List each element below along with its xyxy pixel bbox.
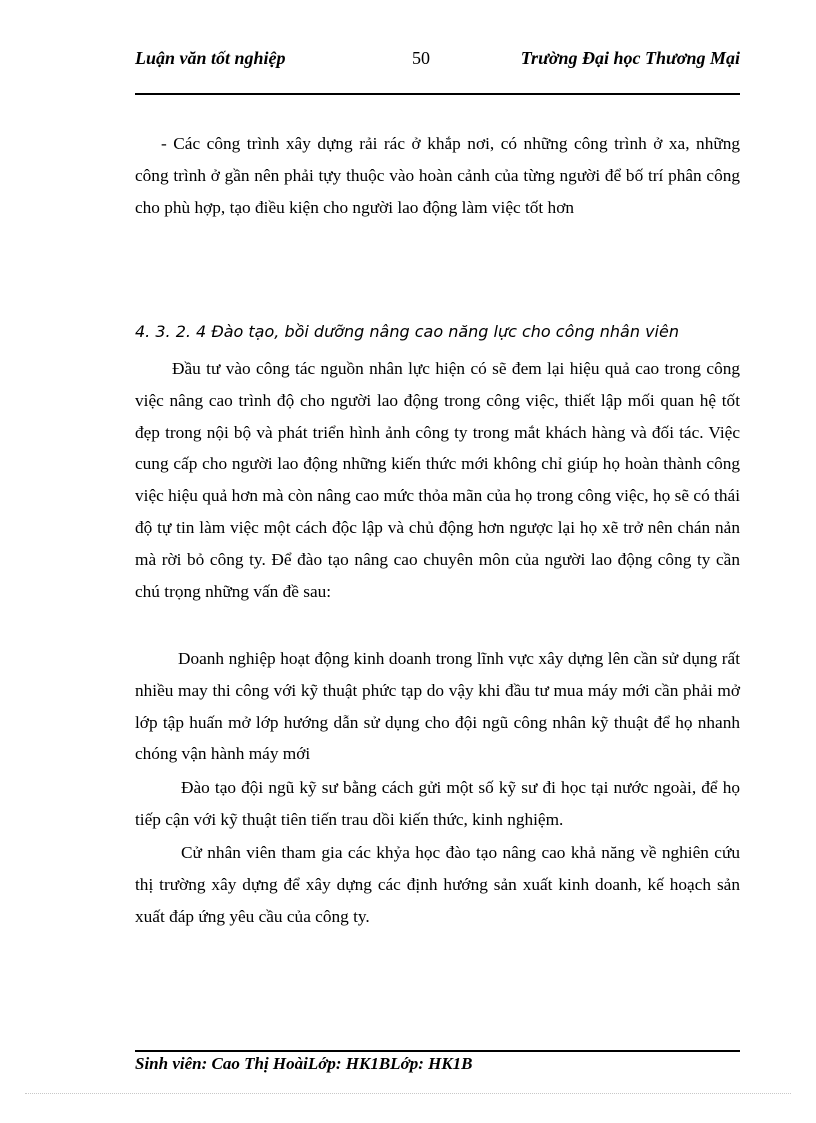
header-rule bbox=[135, 93, 740, 95]
page-break-line bbox=[25, 1093, 791, 1094]
section-heading: 4. 3. 2. 4 Đào tạo, bồi dưỡng nâng cao năng lực cho công nhân viên bbox=[135, 322, 679, 341]
page-footer: Sinh viên: Cao Thị HoàiLớp: HK1BLớp: HK1B bbox=[135, 1054, 473, 1073]
paragraph-engineers-abroad: Đào tạo đội ngũ kỹ sư bằng cách gửi một số kỹ sư đi học tại nước ngoài, để họ tiếp cận với kỹ thuật tiên tiến trau dồi kiến thức, kinh nghiệm. bbox=[135, 778, 740, 829]
paragraph-market-research: Cử nhân viên tham gia các khỷa học đào tạo nâng cao khả năng về nghiên cứu thị trường xây dựng để xây dựng các định hướng sản xuất kinh doanh, kế hoạch sản xuất đáp ứng yêu cầu của công ty. bbox=[135, 843, 740, 926]
thesis-label: Luận văn tốt nghiệp bbox=[135, 48, 286, 68]
paragraph-construction-sites: - Các công trình xây dựng rải rác ở khắp nơi, có những công trình ở xa, những công trình ở gần nên phải tựy thuộc vào hoàn cảnh của từng người để bố trí phân công cho phù hợp, tạo điều kiện cho người lao động làm việc tốt hơn bbox=[135, 134, 740, 217]
paragraph-investment: Đầu tư vào công tác nguồn nhân lực hiện có sẽ đem lại hiệu quả cao trong công việc nâng cao trình độ cho người lao động trong công việc, thiết lập mối quan hệ tốt đẹp trong nội bộ và phát triển hình ảnh công ty trong mắt khách hàng và đối tác. Việc cung cấp cho người lao động những kiến thức mới không chỉ giúp họ hoàn thành công việc hiệu quả hơn mà còn nâng cao mức thỏa mãn của họ trong công việc, họ sẽ có thái độ tự tin làm việc một cách độc lập và chủ động hơn ngược lại họ xẽ trở nên chán nản mà rời bỏ công ty. Để đào tạo nâng cao chuyên môn của người lao động công ty cần chú trọng những vấn đề sau: bbox=[135, 359, 740, 601]
footer-rule bbox=[135, 1050, 740, 1052]
university-name: Trường Đại học Thương Mại bbox=[520, 48, 740, 68]
page-number: 50 bbox=[412, 48, 430, 68]
page-header bbox=[135, 48, 740, 74]
paragraph-machinery-training: Doanh nghiệp hoạt động kinh doanh trong lĩnh vực xây dựng lên cần sử dụng rất nhiều may thi công với kỹ thuật phức tạp do vậy khi đầu tư mua máy mới cần phải mở lớp tập huấn mở lớp hướng dẫn sử dụng cho đội ngũ công nhân kỹ thuật để họ nhanh chóng vận hành máy mới bbox=[135, 649, 740, 764]
